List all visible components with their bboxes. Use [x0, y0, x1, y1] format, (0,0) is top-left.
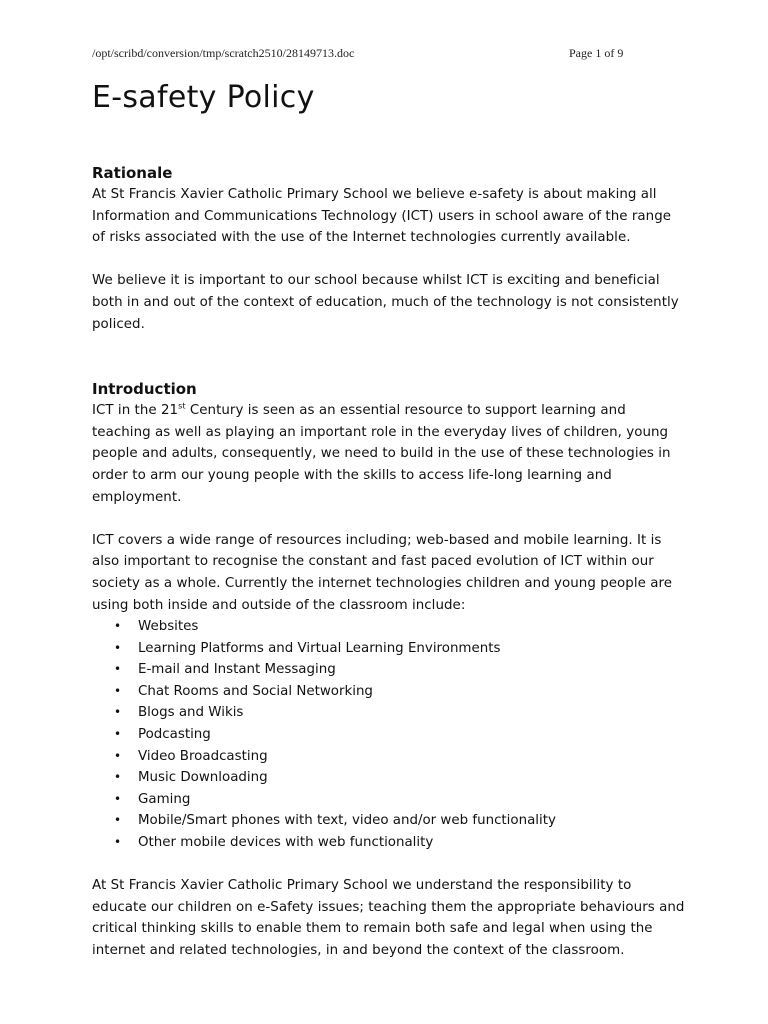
list-item [92, 832, 686, 854]
bullet-icon: • [114, 835, 122, 850]
file-path: /opt/scribd/conversion/tmp/scratch2510/28149713.doc [92, 46, 355, 60]
list-item-label: Learning Platforms and Virtual Learning Environments [138, 640, 501, 656]
list-item-label: E-mail and Instant Messaging [138, 662, 336, 678]
list-item-label: Blogs and Wikis [138, 705, 244, 721]
document-body [92, 76, 686, 962]
introduction-paragraph-2: ICT covers a wide range of resources including; web-based and mobile learning. It is also important to recognise the constant and fast paced evolution of ICT within our society as a whole. Currently the internet technologies children and young people are using both inside and outside of the classroom include: [92, 532, 672, 613]
introduction-heading: Introduction [92, 380, 197, 399]
bullet-icon: • [114, 683, 122, 698]
rationale-heading: Rationale [92, 164, 173, 182]
intro-text-start: ICT in the 21 [92, 403, 179, 419]
list-item [92, 746, 686, 768]
introduction-paragraph-1 [92, 400, 686, 508]
list-item-label: Mobile/Smart phones with text, video and/or web functionality [138, 813, 556, 829]
document-title: E-safety Policy [92, 80, 315, 115]
bullet-icon: • [114, 727, 122, 742]
bullet-icon: • [114, 813, 122, 828]
page-number: Page 1 of 9 [569, 46, 624, 60]
bullet-icon: • [114, 748, 122, 763]
rationale-paragraph-1: At St Francis Xavier Catholic Primary School we believe e-safety is about making all Information and Communications Technology (ICT) users in school aware of the range of risks associated with the use of the Internet technologies currently available. [92, 187, 672, 246]
list-item [92, 767, 686, 789]
list-item [92, 659, 686, 681]
list-item [92, 810, 686, 832]
bullet-icon: • [114, 619, 122, 634]
intro-text-rest: Century is seen as an essential resource to support learning and teaching as well as playing an important role in the everyday lives of children, young people and adults, consequently, we need to build in the use of these technologies in order to arm our young people with the skills to access life-long learning and employment. [92, 403, 671, 505]
list-item [92, 724, 686, 746]
list-item [92, 638, 686, 660]
list-item [92, 616, 686, 638]
technology-list [92, 616, 686, 854]
bullet-icon: • [114, 640, 122, 655]
list-item [92, 702, 686, 724]
introduction-paragraph-3: At St Francis Xavier Catholic Primary School we understand the responsibility to educate our children on e-Safety issues; teaching them the appropriate behaviours and critical thinking skills to enable them to remain both safe and legal when using the internet and related technologies, in and beyond the context of the classroom. [92, 878, 685, 958]
list-item-label: Music Downloading [138, 770, 268, 786]
bullet-icon: • [114, 662, 122, 677]
list-item [92, 681, 686, 703]
bullet-icon: • [114, 705, 122, 720]
list-item-label: Podcasting [138, 727, 211, 743]
list-item-label: Websites [138, 619, 199, 635]
list-item-label: Chat Rooms and Social Networking [138, 683, 373, 699]
list-item-label: Video Broadcasting [138, 748, 268, 764]
bullet-icon: • [114, 770, 122, 785]
ordinal-superscript: st [178, 401, 186, 411]
list-item [92, 789, 686, 811]
rationale-paragraph-2: We believe it is important to our school because whilst ICT is exciting and beneficial both in and out of the context of education, much of the technology is not consistently policed. [92, 273, 679, 332]
bullet-icon: • [114, 791, 122, 806]
list-item-label: Gaming [138, 791, 191, 807]
list-item-label: Other mobile devices with web functionality [138, 835, 434, 851]
